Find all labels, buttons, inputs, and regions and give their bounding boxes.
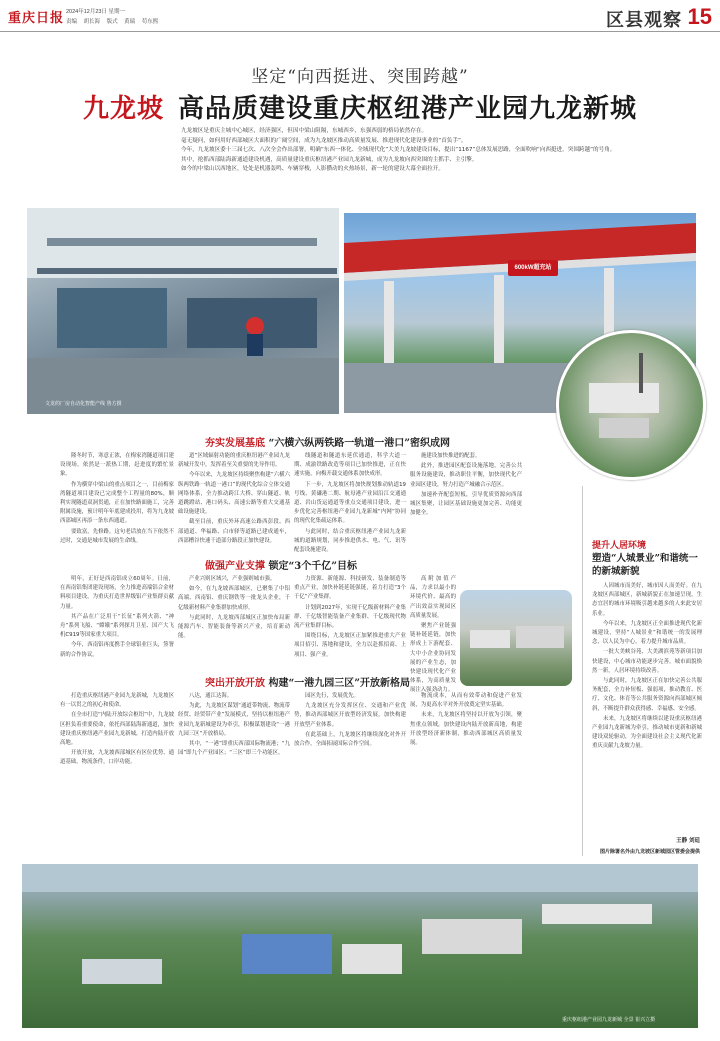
factory-photo-caption: 文龙的厂房自动化智能产线 鲁方摄	[45, 401, 122, 407]
paragraph: 截至目前，重庆外环高速公路西彭段、西部通道、华福路、白市驿等道路已建成通车，西部槽谷快速干道部分路段正加快建设。	[178, 519, 290, 544]
intro-paragraphs	[170, 127, 658, 175]
paragraph: 人因城市而美好，城市因人而美好。在九龙坡区西部城区，新城新貌正在加速呈现，生态宜居的城市环境吸引越来越多的人来此安居乐业。	[592, 583, 702, 617]
paragraph: 一批大美峡谷苑、大美湖滨苑等新项目加快建设，中心城市功能逐步完善，城市面貌焕然一新，人居环境持续改善。	[592, 649, 702, 674]
paragraph: 未来，九龙坡区将坚持以开放为引领，聚焦重点领域，加快建设内陆开放新高地，构建开放型经济新体制，推动西部城区高质量发展。	[410, 712, 522, 747]
article-column	[410, 575, 456, 694]
credit-item: 苟东熙	[141, 19, 159, 25]
paragraph: 为此，九龙坡区谋划“通道带物流、物流带经贸、经贸带产业”发展模式，坚持以枢纽港产业园九龙新城建设为牵引，积极谋划建设“一港九园三区”开放格局。	[178, 703, 290, 737]
sidebar-heading: 塑造“人城景业”和谐统一的新城新貌	[592, 553, 698, 577]
sidebar-divider	[582, 486, 583, 856]
paragraph: 下一步，九龙坡区将加快规划推动轨道19号线、黄磏港二期、航母港产业园沿江交通通道、岩山货运通道等重点交通项目建设，进一步优化完善枢纽港产业园九龙新城“内网”协同的现代化集疏运体系。	[294, 481, 406, 525]
paragraph: 今年以来，九龙坡区正全面推进现代化新城建设，坚持“人城景业”和谐统一的发展理念，以人民为中心，着力提升城市品质。	[592, 620, 702, 646]
paragraph: 线隧道和隧道东延伏通道，科学大道一期、成渝铁路改造等项目已加快推进，正在快速实施，向梅开载交通体系加快成形。	[294, 453, 406, 478]
paragraph: 聚焦产业链强链补链延链，加快形成上下游配套、大中小企业协同发展的产业生态，加快建设现代化产业体系，为高质量发展注入强劲动力。	[410, 623, 456, 694]
issue-date: 2024年12月23日 星期一	[66, 9, 125, 15]
editor-credits	[66, 17, 163, 25]
section-heading-tag: 做强产业支撑	[205, 561, 265, 572]
section-heading-tag: 夯实发展基底	[205, 438, 265, 449]
credit-item: 责编	[66, 19, 78, 25]
intro-paragraph: 毫无疑问，如何用好西部城区大面积的广阔空间，成为九龙坡区推动高质量发展、推进现代化建设事业的“首负手”。	[181, 137, 467, 144]
industrial-park-photo	[460, 590, 572, 686]
section-heading-tag: 突出开放开放	[205, 678, 265, 689]
intro-paragraph: 九龙坡区是重庆主城中心城区，经济强区，但因中梁山阻隔，东城西乡，东强西弱的格局依然存在。	[181, 128, 428, 134]
headline-place: 九龙坡	[82, 94, 164, 124]
article-column	[294, 692, 406, 856]
paragraph: 与此同时，九龙坡区正在加快完善公共服务配套，全力补短板、强弱项，推动教育、医疗、文化、体育等公共服务资源向西部城区倾斜，不断提升群众获得感、幸福感、安全感。	[592, 678, 702, 712]
construction-illustration	[559, 333, 703, 477]
paragraph: 今年以来，九龙坡区持续聚焦构建“六横六纵两铁路一轨道一港口”的现代化综合立体交通网络体系，全力推动跨江大桥、穿山隧道、轨道跳蹬站、港口码头、高速公路等重大交通基础设施建设。	[178, 472, 290, 516]
paragraph: 明年，正好是西南铝成立60周年。日前，在西南铝集团建设现场，全力推进高端铝合金材料项目建设，为重庆打造世界级铝产业集群贡献力量。	[60, 576, 174, 610]
paragraph: 其中，“一港”即重庆西部国际物流港；“九园”即九个产业园区；“三区”即三个功能区。	[178, 741, 290, 757]
section-heading-title: 构建“一港九园三区”开放新格局	[268, 678, 410, 689]
article-column	[294, 575, 406, 667]
paragraph: 计划到2027年，实现千亿级新材料产业集群、千亿级智能装备产业集群、千亿级现代物流产业集群目标。	[294, 604, 406, 630]
paragraph: 与此同时，结合重庆枢纽港产业园九龙新城的道路规划，同步推进供水、电、气、讯等配套设施建设。	[294, 528, 406, 554]
section-heading-industry	[205, 557, 357, 572]
photo-credit: 图片除署名外由九龙坡区新城园区管委会提供	[599, 849, 700, 855]
headline-title: 高品质建设重庆枢纽港产业园九龙新城	[178, 94, 638, 124]
section-heading-title: 锁定“3个千亿”目标	[268, 561, 357, 572]
paragraph: 高附加值产品，力求以最小的环境代价、最高的产出效益实现园区高质量发展。	[410, 576, 456, 619]
article-column	[60, 452, 174, 550]
paragraph: 与此同时，九龙坡西部城区正加快布局新能源汽车、智能装备等新兴产业，培育新动能。	[178, 614, 290, 640]
credit-item: 版式	[106, 19, 118, 25]
article-column	[410, 692, 522, 856]
credit-item: 黄瑞	[124, 19, 136, 25]
paragraph: 八达，通江达海。	[189, 693, 233, 699]
paragraph: 其产品在广泛用于“长征”系列火箭、“神舟”系列飞船、“嫦娥”系列探月卫星、国产大飞机C919等国家重大项目。	[60, 613, 174, 639]
article-column	[178, 692, 290, 856]
paragraph: 物流成本，从而有效带动和促进产业发展，为更高水平对外开放奠定坚实基础。	[410, 693, 522, 709]
industrial-park-illustration	[460, 590, 572, 686]
paragraph: 未来，九龙坡区将继续以建设重庆枢纽港产业园九龙新城为牵引，推动城市更新和新城建设双轮驱动，为全面建设社会主义现代化新重庆贡献九龙坡力量。	[592, 715, 702, 750]
paragraph: 园区先行，发展优先。	[305, 693, 359, 699]
paragraph: 力资源、新能源、科技研发、装备制造等重点产业，加快补链延链强链，着力打造“3个千亿”产业集群。	[294, 576, 406, 601]
factory-photo	[27, 208, 339, 414]
section-heading-title: “六横六纵两铁路一轨道一港口”密织成网	[268, 438, 450, 449]
section-heading-transport	[205, 434, 450, 449]
paragraph: 此外，推进园区配套设施落地，完善公共服务设施建设，推动职住平衡，加快现代化产业园区建设，努力打造产城融合示范区。	[410, 463, 522, 488]
section-title: 区县观察	[606, 10, 682, 31]
paragraph: 今年，西南铝再度携手全球铝业巨头，签署新的合作协议。	[60, 642, 174, 658]
section-heading-opening	[205, 674, 410, 689]
article-column	[294, 452, 406, 554]
aerial-illustration	[22, 864, 698, 1028]
article-column	[178, 452, 290, 550]
headline-kicker: 坚定“向西挺进、突围跨越”	[251, 67, 469, 87]
construction-site-photo	[556, 330, 706, 480]
article-column	[410, 452, 522, 550]
sidebar-heading-tag: 提升人居环境	[592, 541, 647, 551]
article-column	[60, 692, 174, 856]
intro-paragraph: 如今的中梁山以西地区，处处是机器轰鸣、车辆穿梭，人影攒动的火热场景，新一轮的建设大幕全面拉开。	[181, 166, 444, 173]
aerial-photo-caption: 重庆枢纽港产业园九龙新城 全景 崔兴立摄	[562, 1017, 656, 1023]
main-headline	[0, 88, 720, 125]
factory-illustration	[27, 208, 339, 414]
paragraph: 围绕目标，九龙坡区正加紧推进重大产业项目招引、落地和建设，全力以赴抓招商、上项目、强产业。	[294, 633, 406, 658]
paragraph: 作为横穿中梁山的重点项目之一，目前梅家湾隧道项目建设已完成整个工程量的80%，顺利实现隧道双洞贯通，正在加快路面施工，完善附属设施，预计明年年底建成投用，将为九龙坡西部城区再添一条东西通道。	[60, 481, 174, 525]
paragraph: 道”区域辐射功能的重庆枢纽港产业园九龙新城开发中，发挥着至关重要的先导作用。	[178, 453, 290, 469]
paragraph: 打造重庆枢纽港产业园九龙新城，九龙坡区有一以贯之的初心和使命。	[60, 693, 174, 709]
aerial-panorama-photo	[22, 864, 698, 1028]
intro-paragraph: 今年，九龙坡区委十三届七次、八次全会作出部署，明确“东西一体化、全域现代化”大美九龙坡建设目标，提出“1167”总体发展思路，全面吹响“向西挺进，突围跨越”的号角。	[181, 147, 616, 154]
paragraph: 如今，在九龙坡西部城区，已聚集了中铝高端、西南铝、重庆钢铁等一批龙头企业，千亿级新材料产业集群加快成形。	[178, 586, 290, 611]
supercharger-sign: 600kW超充站	[508, 260, 558, 276]
paragraph: 施建设加快推进的配套。	[421, 453, 481, 459]
paragraph: 要致富，先修路。这句老话放在当下依然不过时，交通是城市发展的生命线。	[60, 528, 174, 544]
paragraph: 加速补齐配套短板，引导优质资源向西部城区集聚，让园区基础设施更加完善、功能更加健全。	[410, 491, 522, 517]
article-column	[178, 575, 290, 667]
intro-paragraph: 其中，抢抓西部陆海新通道建设机遇，高质量建设重庆枢纽港产业园九龙新城，成为九龙坡向西突围的主抓手、主引擎。	[181, 156, 478, 163]
paragraph: 在此基础上，九龙坡区将继续深化对外开放合作，全面拓展国际合作空间。	[294, 731, 406, 748]
paragraph: 九龙坡区充分发挥区位、交通和产业优势，推动西部城区开放型经济发展，加快构建开放型产业体系。	[294, 703, 406, 728]
paragraph: 开放开放，九龙坡西部城区有区位优势、通道基础，物流条件，口岸功能。	[60, 750, 174, 766]
paragraph: 产业兴则区域兴，产业强则城市强。	[189, 576, 276, 582]
article-column	[60, 575, 174, 667]
paragraph: 在全市打造“内陆开放综合枢纽”中，九龙坡区担负着重要使命，依托西部陆海新通道，加快建设重庆枢纽港产业园九龙新城，打造内陆开放高地。	[60, 712, 174, 747]
article-author: 王静 刘廷	[676, 838, 700, 844]
page-number: 15	[687, 4, 712, 29]
paragraph: 隆冬时节，寒意正浓，在梅家湾隧道项目建设现场，依然是一派热工期，赶进度的繁忙景象。	[60, 453, 174, 478]
sidebar-text	[592, 582, 702, 832]
newspaper-logo: 重庆日报	[8, 11, 65, 26]
masthead	[0, 0, 720, 32]
credit-item: 胡长海	[83, 19, 101, 25]
